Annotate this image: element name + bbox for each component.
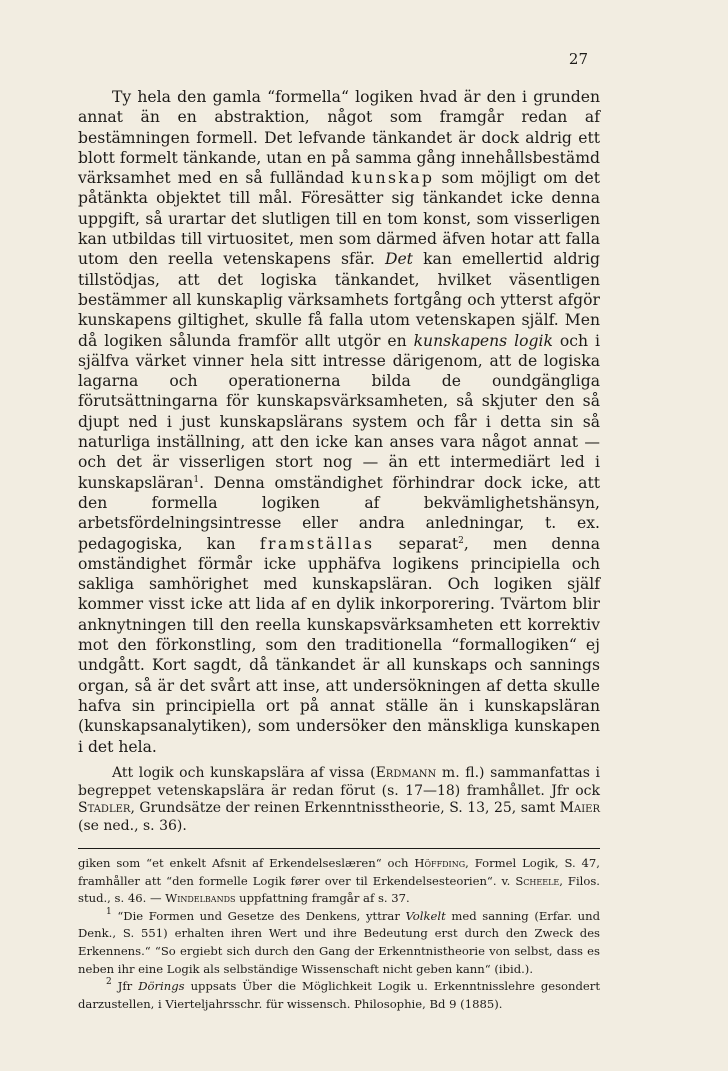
author-name: Höffding [414, 855, 466, 870]
author-name: Windelbands [165, 891, 236, 906]
footnote-continuation [78, 855, 600, 908]
text-run: “Die Formen und Gesetze des Denkens, yttrar [111, 908, 406, 923]
footnote-marker: 2 [458, 535, 464, 546]
footnote-number: 1 [106, 906, 112, 917]
italic-emphasis: kunskapens logik [413, 331, 553, 350]
spaced-emphasis: framställas [259, 534, 375, 553]
text-run: m. fl.) sammanfattas i begreppet vetenskapslära är redan förut (s. 17—18) framhållet. Jfr ock [78, 764, 600, 799]
author-name: Erdmann [375, 764, 437, 781]
footnote-rule [78, 848, 600, 849]
note-paragraph [78, 765, 600, 836]
text-run: Att logik och kunskapslära af vissa ( [112, 764, 376, 781]
text-run: (se ned., s. 36). [78, 818, 187, 835]
text-run: separat [374, 534, 459, 553]
text-run: Jfr [111, 979, 139, 994]
author-name: Scheele [515, 873, 560, 888]
page-number: 27 [568, 50, 588, 68]
text-run: Ty hela den gamla “formella“ logiken hvad är den i grunden annat än en abstraktion, något som framgår redan af bestämningen formell. Det lefvande tänkandet är dock aldrig ett blott formelt tänkande, utan en på samma gång innehållsbestämd värksamhet med en så fulländad [78, 88, 600, 188]
main-paragraph [78, 87, 600, 757]
italic-emphasis: Dörings [138, 979, 185, 994]
text-run: giken som “et enkelt Afsnit af Erkendelseslæren“ och [78, 855, 415, 870]
text-run: uppsats Über die Möglichkeit Logik u. Erkenntnisslehre gesondert darzustellen, i Vierteljahrsschr. für wissensch. Philosophie, Bd 9 (1885). [78, 979, 600, 1011]
text-run: uppfattning framgår af s. 37. [235, 891, 410, 906]
text-run: och i själfva värket vinner hela sitt intresse därigenom, att de logiska lagarna och operationerna bilda de oundgängliga förutsättningarna för kunskapsvärksamheten, så skjuter den så djupt ned i just kunskapslärans system och får i detta sin så naturliga inställning, att den icke kan anses vara något annat — och det är visserligen stort nog — än ett intermediärt led i kunskapsläran [78, 331, 600, 492]
text-run: , Grundsätze der reinen Erkenntnisstheorie, S. 13, 25, samt [130, 800, 560, 817]
text-run: . Denna omständighet förhindrar dock icke, att den formella logiken af bekvämlighetshänsyn, arbetsfördelningsintresse eller andra anledningar, t. ex. pedagogiska, kan [78, 473, 600, 553]
text-run: med sanning (Erfar. und Denk., S. 551) erhalten ihren Wert und ihre Bedeutung erst durch den Zweck des Erkennens.“ “So ergiebt sich durch den Gang der Erkenntnistheorie von selbst, dass es neben ihr eine Logik als selbständige Wissenschaft nicht geben kann“ (ibid.). [78, 908, 601, 976]
italic-emphasis: Volkelt [405, 908, 446, 923]
text-run: kan emellertid aldrig tillstödjas, att det logiska tänkandet, hvilket väsentligen bestämmer all kunskaplig värksamhets fortgång och ytterst afgör kunskapens giltighet, skulle få falla utom vetenskapen själf. Men då logiken sålunda framför allt utgör en [78, 250, 600, 350]
footnote-marker: 1 [193, 474, 200, 485]
italic-emphasis: Det [384, 250, 413, 269]
footnote-2 [78, 978, 600, 1013]
text-run: som möjligt om det påtänkta objektet till mål. Föresätter sig tänkandet icke denna uppgift, så urartar det slutligen till en tom konst, som visserligen kan utbildas till virtuositet, men som därmed äfven hotar att falla utom den reella vetenskapens sfär. [78, 169, 600, 269]
text-block [78, 87, 600, 1013]
footnote-1 [78, 908, 600, 978]
text-run: , men denna omständighet förmår icke upphäfva logikens principiella och sakliga samhörighet med kunskapsläran. Och logiken själf kommer visst icke att lida af en dylik inkorporering. Tvärtom blir anknytningen till den reella kunskapsvärksamheten ett korrektiv mot den förkonstling, som den traditionella “formallogiken“ ej undgått. Kort sagdt, då tänkandet är all kunskaps och sannings organ, så är det svårt att inse, att undersökningen af detta skulle hafva sin principiella ort på annat ställe än i kunskapsläran (kunskapsanalytiken), som undersöker den mänskliga kunskapen i det hela. [78, 534, 600, 756]
author-name: Stadler [78, 800, 131, 817]
text-run: , Filos. stud., s. 46. — [78, 873, 600, 906]
author-name: Maier [559, 800, 600, 817]
spaced-emphasis: kunskap [351, 169, 435, 188]
footnote-number: 2 [106, 977, 112, 988]
text-run: , Formel Logik, S. 47, framhåller att “den formelle Logik fører over til Erkendelsesteorien“. v. [78, 855, 600, 888]
